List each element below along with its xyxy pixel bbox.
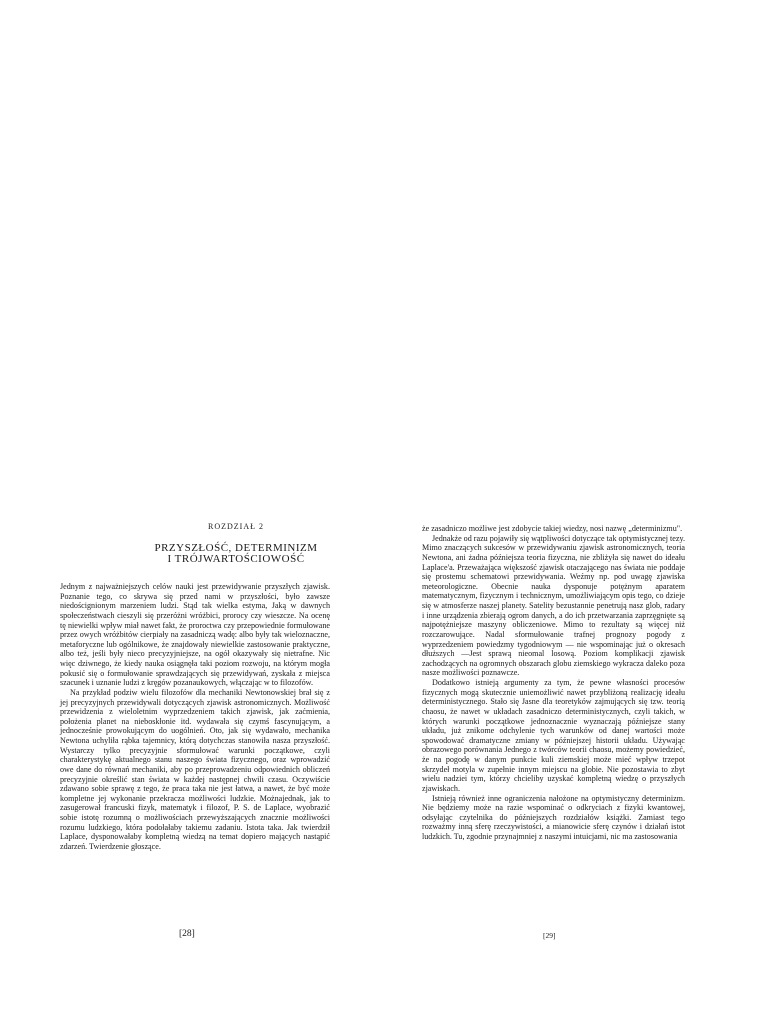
- chapter-title: [140, 543, 332, 565]
- right-page-body: [422, 524, 685, 842]
- paragraph: że zasadniczo możliwe jest zdobycie takiej wiedzy, nosi nazwę „determinizmu".: [422, 524, 683, 533]
- chapter-title-line1: PRZYSZŁOŚĆ, DETERMINIZM: [154, 542, 318, 554]
- paragraph: Dodatkowo istnieją argumenty za tym, że pewne własności procesów fizycznych mogą skutecznie uniemożliwić nawet przybliżoną realizację ideału deterministycznego. Stało się Jasne dla teoretyków zajmujących się tzw. teorią chaosu, że nawet w układach zasadniczo deterministycznych, czyli takich, w których warunki początkowe jednoznacznie wyznaczają późniejsze stany układu, już znikome odchylenie tych warunków od danej wartości może spowodować dramatyczne zmiany w późniejszej historii układu. Używając obrazowego porównania Jednego z twórców teorii chaosu, możemy powiedzieć, że na pogodę w danym punkcie kuli ziemskiej może mieć wpływ trzepot skrzydeł motyla w zupełnie innym miejscu na globie. Nie pozostawia to zbyt wielu nadziei tym, którzy chcieliby uzyskać kompletną wiedzę o przyszłych zjawiskach.: [422, 678, 685, 793]
- chapter-label: ROZDZIAŁ 2: [208, 522, 264, 531]
- left-page-body: [60, 582, 330, 852]
- page-number-right: [29]: [543, 931, 556, 940]
- paragraph: Jednym z najważniejszych celów nauki jest przewidywanie przyszłych zjawisk. Poznanie tego, co skrywa się przed nami w przyszłości, było zawsze niedoścignionym marzeniem ludzi. Stąd tak wielka estyma, Jaką w dawnych społeczeństwach cieszyli się przeróżni wróżbici, prorocy czy wieszcze. Na ocenę tę niewielki wpływ miał nawet fakt, że proroctwa czy przepowiednie formułowane przez owych wróżbitów cierpiały na zasadniczą wadę: albo były tak wieloznaczne, metaforyczne lub ogólnikowe, że znajdowały niewielkie zastosowanie praktyczne, albo też, jeśli były nieco precyzyjniejsze, na ogół okazywały się nietrafne. Nic więc dziwnego, że kiedy nauka osiągnęła taki poziom rozwoju, na którym mogła pokusić się o formułowanie sprawdzających się przewidywań, zyskała z miejsca szacunek i uznanie ludzi z kręgów pozanaukowych, włączając w to filozofów.: [60, 582, 330, 688]
- paragraph: Na przykład podziw wielu filozofów dla mechaniki Newtonowskiej brał się z jej precyzyjnych przewidywali dotyczących zjawisk astronomicznych. Możliwość przewidzenia z wieloletnim wyprzedzeniem takich zjawisk, jak zaćmienia, położenia planet na nieboskłonie itd. wydawała się czymś fascynującym, a jednocześnie prowokującym do uogólnień. Oto, jak się wydawało, mechanika Newtona uchyliła rąbka tajemnicy, którą dotychczas stanowiła nasza przyszłość. Wystarczy tylko precyzyjnie sformułować warunki początkowe, czyli charakterystykę aktualnego stanu naszego świata fizycznego, oraz wprowadzić owe dane do równań mechaniki, aby po przeprowadzeniu odpowiednich obliczeń precyzyjnie określić stan świata w każdej następnej chwili czasu. Oczywiście zdawano sobie sprawę z tego, że praca taka nie jest łatwa, a nawet, że być może kompletne jej wykonanie przekracza możliwości ludzkie. Możnajednak, jak to zasugerował francuski fizyk, matematyk i filozof, P. S. de Laplace, wyobrazić sobie istotę rozumną o możliwościach przewyższających znacznie możliwości rozumu ludzkiego, która podołałaby takiemu zadaniu. Istota taka. Jak twierdził Laplace, dysponowałaby kompletną wiedzą na temat dopiero mających nastąpić zdarzeń. Twierdzenie głoszące.: [60, 687, 330, 851]
- page-number-left: [28]: [179, 929, 195, 939]
- paragraph: Jednakże od razu pojawiły się wątpliwości dotyczące tak optymistycznej tezy. Mimo znaczących sukcesów w przewidywaniu zjawisk astronomicznych, teoria Newtona, ani żadna późniejsza teoria fizyczna, nie zbliżyła się nawet do ideału Laplace'a. Przeważająca większość zjawisk otaczającego nas świata nie poddaje się prostemu schematowi przewidywania. Weźmy np. pod uwagę zjawiska meteorologiczne. Obecnie nauka dysponuje potężnym aparatem matematycznym, fizycznym i technicznym, umożliwiającym opis tego, co dzieje się w atmosferze naszej planety. Satelity bezustannie penetrują nasz glob, radary i inne urządzenia zbierają ogrom danych, a do ich przetwarzania zaprzęgnięte są najpotężniejsze maszyny obliczeniowe. Mimo to rezultaty są więcej niż rozczarowujące. Nadal sformułowanie trafnej prognozy pogody z wyprzedzeniem powiedzmy tygodniowym — nie wspominając już o okresach dłuższych —Jest sprawą nieomal losową. Poziom komplikacji zjawisk zachodzących na ogromnych obszarach globu ziemskiego wykracza daleko poza nasze możliwości poznawcze.: [422, 533, 685, 678]
- chapter-title-line2: I TRÓJWARTOŚCIOWOŚĆ: [167, 553, 305, 565]
- paragraph: Istnieją również inne ograniczenia nałożone na optymistyczny determinizm. Nie będziemy może na razie wspominać o odkryciach z fizyki kwantowej, odsyłając czytelnika do późniejszych rozdziałów książki. Zamiast tego rozważmy inną sferę rzeczywistości, a mianowicie sferę czynów i działań istot ludzkich. Tu, zgodnie przynajmniej z naszymi intuicjami, nic ma zastosowania: [422, 793, 685, 841]
